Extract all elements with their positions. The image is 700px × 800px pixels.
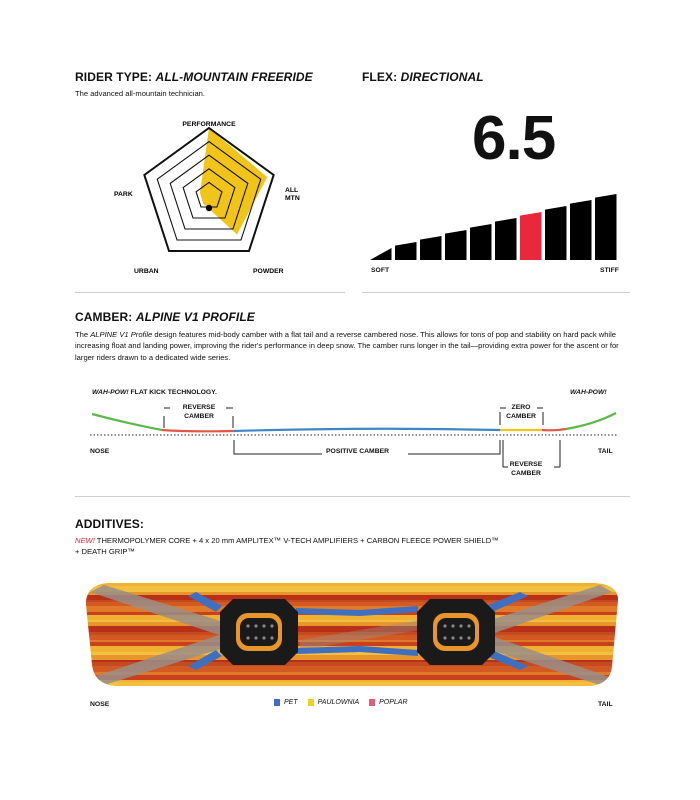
wahpow-left-rest: FLAT KICK TECHNOLOGY. (128, 389, 217, 396)
flex-bar-highlighted (520, 212, 542, 260)
flex-heading (362, 70, 484, 84)
legend-item-poplar (369, 699, 407, 706)
camber-flat-kick-nose (92, 414, 162, 430)
flex-bar (570, 200, 592, 260)
wahpow-right-italic: WAH-POW! (570, 389, 607, 396)
wahpow-left-italic: WAH-POW! (92, 389, 129, 396)
legend-label-pet: PET (284, 699, 298, 706)
flex-bar (495, 218, 517, 260)
binding-insert-right (417, 599, 495, 665)
camber-profile-diagram (80, 395, 630, 485)
flex-divider (362, 292, 630, 293)
flex-bar (470, 224, 492, 260)
camber-reverse-nose (162, 430, 234, 431)
camber-description-body: design features mid-body camber with a flat tail and a reverse cambered nose. This allows for tons of pop and stability on hard pack while increasing float and landing power, improving the rider's performance in deep snow. The camber runs longer in the tail—providing extra power for the ascent or for larger riders drawn to a dedicated wide series. (75, 330, 619, 362)
legend-swatch-poplar (369, 699, 375, 706)
core-tail-label: TAIL (598, 701, 613, 708)
camber-flat-kick-tail (566, 413, 616, 429)
rider-type-heading-value: ALL-MOUNTAIN FREERIDE (155, 70, 313, 84)
rider-type-description: The advanced all-mountain technician. (75, 89, 206, 98)
flex-bar (370, 248, 392, 260)
legend-label-poplar: POPLAR (379, 699, 408, 706)
positive-camber-label: POSITIVE CAMBER (326, 448, 390, 455)
flex-soft-label: SOFT (371, 267, 390, 274)
legend-swatch-paulownia (308, 699, 314, 706)
reverse-camber-top-line2: CAMBER (184, 413, 214, 420)
camber-heading-prefix: CAMBER: (75, 310, 133, 324)
camber-divider (75, 496, 630, 497)
camber-nose-label: NOSE (90, 448, 110, 455)
flex-bar-chart (370, 192, 625, 262)
radar-center-dot (206, 205, 212, 211)
flex-bar (420, 236, 442, 260)
flex-bar (595, 194, 617, 260)
binding-insert-left (220, 599, 298, 665)
legend-item-pet (274, 699, 298, 706)
reverse-camber-bottom-line1: REVERSE (509, 461, 543, 468)
camber-description (75, 329, 630, 363)
flex-bar (445, 230, 467, 260)
additives-line2: + DEATH GRIP™ (75, 547, 135, 556)
camber-positive-segment (234, 429, 500, 431)
legend-item-paulownia (308, 699, 360, 706)
rider-type-radar-chart (90, 110, 340, 285)
flex-value: 6.5 (472, 104, 556, 173)
radar-label-all-mtn-1: ALL (285, 187, 299, 194)
flex-heading-prefix: FLEX: (362, 70, 398, 84)
core-legend (274, 699, 408, 706)
zero-camber-line2: CAMBER (506, 413, 536, 420)
rider-type-divider (75, 292, 345, 293)
legend-label-paulownia: PAULOWNIA (317, 699, 360, 706)
radar-label-powder: POWDER (253, 268, 284, 275)
rider-type-heading-prefix: RIDER TYPE: (75, 70, 153, 84)
camber-heading-value: ALPINE V1 PROFILE (135, 310, 255, 324)
core-illustration (80, 578, 625, 693)
reverse-camber-top-line1: REVERSE (182, 404, 216, 411)
flex-bar (545, 206, 567, 260)
flex-heading-value: DIRECTIONAL (400, 70, 484, 84)
radar-label-park: PARK (114, 191, 133, 198)
rider-type-heading (75, 70, 313, 84)
zero-camber-line1: ZERO (511, 404, 531, 411)
camber-description-name: ALPINE V1 Profile (90, 330, 153, 339)
flex-bar (395, 242, 417, 260)
additives-line1 (75, 536, 499, 545)
additives-heading: ADDITIVES: (75, 517, 145, 531)
legend-swatch-pet (274, 699, 280, 706)
additives-line1-text: THERMOPOLYMER CORE + 4 x 20 mm AMPLITEX™ V-TECH AMPLIFIERS + CARBON FLEECE POWER SHIELD™ (94, 536, 499, 545)
camber-tail-label: TAIL (598, 448, 613, 455)
camber-heading (75, 310, 255, 324)
camber-description-prefix: The (75, 330, 89, 339)
additives-new-label: NEW! (75, 536, 95, 545)
reverse-camber-bottom-line2: CAMBER (511, 470, 541, 477)
flex-stiff-label: STIFF (600, 267, 619, 274)
core-nose-label: NOSE (90, 701, 110, 708)
radar-label-urban: URBAN (134, 268, 159, 275)
camber-reverse-tail (542, 429, 566, 430)
radar-label-performance: PERFORMANCE (182, 121, 236, 128)
radar-label-all-mtn-2: MTN (285, 195, 300, 202)
camber-brackets (164, 408, 560, 467)
